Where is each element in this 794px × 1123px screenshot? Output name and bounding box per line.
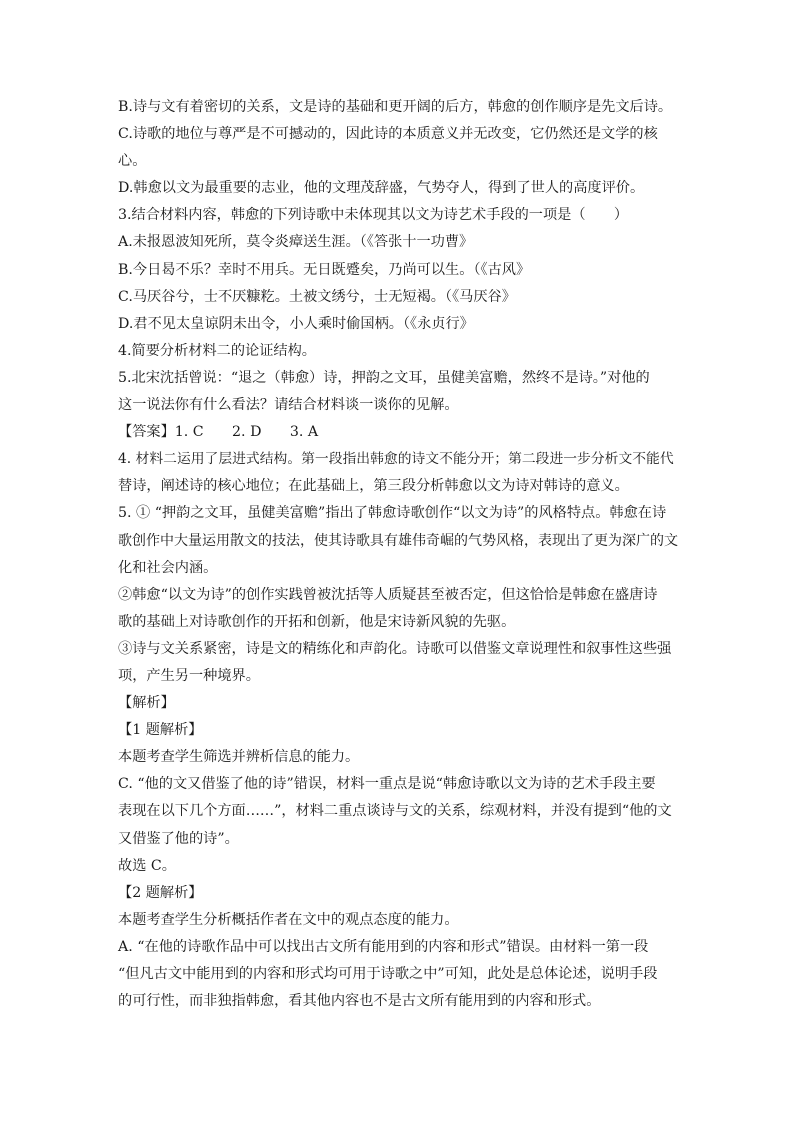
text-line: 心。 — [118, 153, 147, 170]
text-line: C.马厌谷兮，士不厌糠籺。土被文绣兮，士无短褐。（《马厌谷》 — [118, 288, 516, 305]
text-line: 【1 题解析】 — [118, 722, 203, 739]
text-line: 5. ① “押韵之文耳，虽健美富赡”指出了韩愈诗歌创作“以文为诗”的风格特点。韩愈在诗 — [118, 505, 667, 522]
text-line: ②韩愈“以文为诗”的创作实践曾被沈括等人质疑甚至被否定，但这恰恰是韩愈在盛唐诗 — [118, 586, 658, 603]
text-line: 5.北宋沈括曾说：“退之（韩愈）诗，押韵之文耳，虽健美富赡，然终不是诗。”对他的 — [118, 369, 650, 386]
text-line: 表现在以下几个方面……”，材料二重点谈诗与文的关系，综观材料，并没有提到“他的文 — [118, 803, 672, 820]
text-line: 【答案】1. C 2. D 3. A — [118, 424, 319, 441]
text-line: 项，产生另一种境界。 — [118, 667, 260, 684]
text-line: 4. 材料二运用了层进式结构。第一段指出韩愈的诗文不能分开；第二段进一步分析文不能代 — [118, 451, 674, 468]
text-line: D.君不见太皇谅阴未出令，小人乘时偷国柄。（《永贞行》 — [118, 315, 474, 332]
text-line: A. “在他的诗歌作品中可以找出古文所有能用到的内容和形式”错误。由材料一第一段 — [118, 938, 649, 955]
text-line: C. “他的文又借鉴了他的诗”错误，材料一重点是说“韩愈诗歌以文为诗的艺术手段主要 — [118, 776, 656, 793]
text-line: 故选 C。 — [118, 857, 176, 874]
text-line: 【解析】 — [118, 695, 175, 712]
document-page — [118, 94, 678, 1015]
text-line: 化和社会内涵。 — [118, 559, 218, 576]
text-line: 本题考查学生分析概括作者在文中的观点态度的能力。 — [118, 911, 459, 928]
text-line: 的可行性，而非独指韩愈，看其他内容也不是古文所有能用到的内容和形式。 — [118, 993, 601, 1010]
text-line: ③诗与文关系紧密，诗是文的精练化和声韵化。诗歌可以借鉴文章说理性和叙事性这些强 — [118, 640, 672, 657]
text-line: 这一说法你有什么看法？请结合材料谈一谈你的见解。 — [118, 397, 459, 414]
text-line: 歌创作中大量运用散文的技法，使其诗歌具有雄伟奇崛的气势风格，表现出了更为深广的文 — [118, 532, 678, 549]
text-line: “但凡古文中能用到的内容和形式均可用于诗歌之中”可知，此处是总体论述，说明手段 — [118, 966, 658, 982]
text-line: 歌的基础上对诗歌创作的开拓和创新，他是宋诗新风貌的先驱。 — [118, 613, 516, 630]
text-line: 又借鉴了他的诗”。 — [118, 830, 239, 847]
text-line: 3.结合材料内容，韩愈的下列诗歌中未体现其以文为诗艺术手段的一项是（ ） — [118, 207, 629, 224]
text-line: A.未报恩波知死所，莫令炎瘴送生涯。（《答张十一功曹》 — [118, 234, 474, 251]
text-line: 本题考查学生筛选并辨析信息的能力。 — [118, 749, 360, 766]
text-line: B.今日曷不乐？幸时不用兵。无日既蹙矣，乃尚可以生。（《古风》 — [118, 261, 531, 278]
text-line: 4.简要分析材料二的论证结构。 — [118, 342, 316, 359]
text-line: B.诗与文有着密切的关系，文是诗的基础和更开阔的后方，韩愈的创作顺序是先文后诗。 — [118, 99, 673, 115]
text-line: D.韩愈以文为最重要的志业，他的文理茂辞盛，气势夺人，得到了世人的高度评价。 — [118, 180, 645, 197]
text-line: 替诗，阐述诗的核心地位；在此基础上，第三段分析韩愈以文为诗对韩诗的意义。 — [118, 478, 629, 495]
text-line: C.诗歌的地位与尊严是不可撼动的，因此诗的本质意义并无改变，它仍然还是文学的核 — [118, 126, 658, 143]
text-line: 【2 题解析】 — [118, 884, 203, 901]
